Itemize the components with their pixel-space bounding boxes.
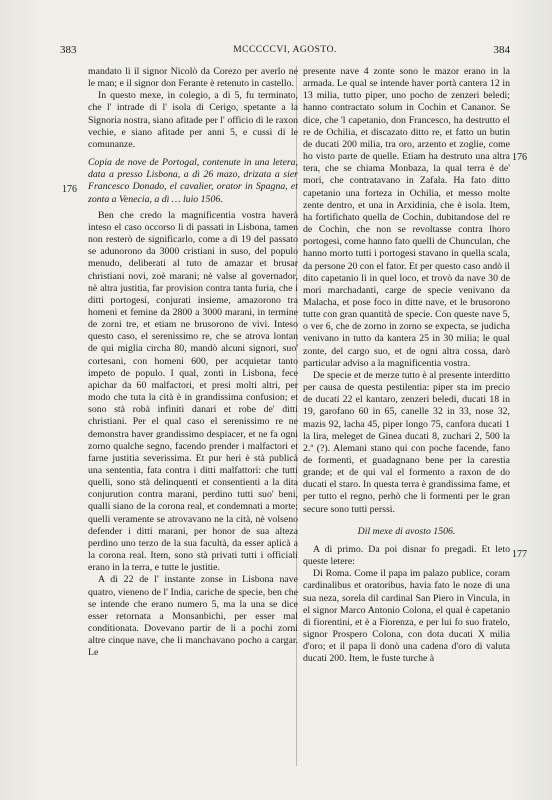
running-head: MCCCCCVI, AGOSTO. <box>233 45 337 55</box>
letter-title: Copia de nove de Portogal, contenute in una letera, data a presso Lisbona, a dì 26 mazo, drizata a sier Francesco Donado, el cavalier, orator in Spagna, et zonta a Venecia, a dì … luio 1506. <box>88 157 298 205</box>
paragraph: mandato li il signor Nicolò da Corezo per averlo ne le man; e il signor don Ferante è retenuto in castello. <box>88 66 298 90</box>
paragraph: Ben che credo la magnificentia vostra haverà inteso el caso occorso li di passati in Lisbona, tamen non resterò de significarlo, come a dì 19 del passato se adunorono da 3000 cristiani in suso, del populo menudo, deliberati al tuto de amazar et brusar christiani novi, zoè marani; nè valse al governador, nè altra justitia, far provision contra tanta furia, che i ditti portogesi, conjurati insieme, amazorono tra homeni et femine da 2800 a 3000 marani, in termine de zorni tre, et etiam ne brusorono de vivi. Inteso questo caso, el serenissimo re, che se atrova lontan de qui miglia circha 80, mandò alcuni signori, suo' cortesani, con homeni 600, per acquietar tanto impeto de populo. I qual, zonti in Lisbona, fece apichar da 60 malfactori, et presi molti altri, per modo che tuta la cità è in grandissima confusion; et sono stà robà infiniti danari et robe de' ditti christiani. Per el qual caso el serenissimo re ne demonstra haver grandissimo despiacer, et ne fa ogni zorno qualche segno, facendo prender i malfactori et farne justitia severissima. Et pur heri è stà publicà una sententia, fata contra i ditti malfattori: che tutti quelli, sono stà delinquenti et consentienti a la dita conjurution contra marani, perdino tutti suo' beni, qualli siano de la corona real, et condemnati a morte; quelli veramente se atrovavano ne la cità, nè volseno defender i ditti marani, per honor de sua alteza perdino uno terzo de la sua facultà, da esser aplicà a la corona real. Item, sono stà privati tutti i officiali erano in la terra, e tutte le justitie. <box>88 209 298 574</box>
page-number-left: 383 <box>60 44 77 56</box>
margin-number-176-left: 176 <box>62 184 77 195</box>
paragraph: In questo mexe, in colegio, a dì 5, fu terminato, che l' intrade di l' isola di Cerigo, spetante a la Signoria nostra, siano afitade per l' officio di le raxon vechie, e siano afitade per anni 5, e cussì di le comunanze. <box>88 90 298 150</box>
paragraph: A dì 22 de l' instante zonse in Lisbona nave quatro, vieneno de l' India, cariche de specie, ben che se intende che erano numero 5, ma la una se dice esser retornata a Monsanbichi, per esser mal conditionata. Dovevano partir de li a pochi zorni altre cinque nave, che li manchavano pocho a cargar. Le <box>88 574 298 659</box>
paragraph: Di Roma. Come il papa im palazo publice, coram cardinalibus et oratoribus, havia fato le noze di una sua neza, sorela dil cardinal San Piero in Vincula, in el signor Marco Antonio Colona, el qual è capetanio di fiorentini, et è a Fiorenza, e per lui fo suo fratelo, signor Prospero Colona, con dota ducati X milia d'oro; et il papa li donò una cadena d'oro di valuta ducati 200. Item, le fuste turche à <box>303 568 510 665</box>
right-column <box>303 66 510 666</box>
page-header <box>60 44 510 58</box>
margin-number-176-right: 176 <box>512 152 527 163</box>
paragraph: A dì primo. Da poi disnar fo pregadi. Et leto queste letere: <box>303 543 510 568</box>
left-column <box>88 66 298 660</box>
margin-number-177: 177 <box>512 549 527 560</box>
month-heading: Dil mexe di avosto 1506. <box>357 525 456 537</box>
paragraph: De specie et de merze tutto è al presente interditto per causa de questa pestilentia: piper sta im precio de ducati 22 el kantaro, zenzeri beledi, ducati 18 in 19, garofano 60 in 65, canelle 32 in 33, nose 32, mazis 92, lacha 45, piper longo 75, canfora ducati 1 la lira, meleget de Ginea ducati 8, zuchari 2, 500 la 2.ª (?). Alemani stano qui con poche facende, fano de formenti, et guadagnano bene per la carestia grande; et de qui val el formento a raxon de do ducati el staro. In questa terra è grandissima fame, et per tutto el regno, perhò che li formenti per le gran secure sono tutti perssi. <box>303 369 510 515</box>
page-number-right: 384 <box>493 44 510 56</box>
paragraph: presente nave 4 zonte sono le mazor erano in la armada. Le qual se intende haver portà cantera 12 in 13 milia, tutto piper, uno pocho de zenzeri beledi; hanno contractato solum in Cochin et Cananor. Se dice, che 'l capetanio, don Francesco, ha destrutto el re de Ochilia, et discazato ditto re, et fatto un butin de ducati 200 milia, tra oro, arzento et zoglie, come ho visto parte de quelle. Etiam ha destruto una altra tera, che se chiama Monbaza, la qual terra è de' mori, che contratavano in Zafala. Ha fato ditto capetanio una forteza in Ochilia, et messo molte zente dentro, et una in Arxidinia, che è isola. Item, ha fortifichato quella de Cochin, dubitandose del re de Cochin, che non se revoltasse contra lhoro portogesi, come hanno fato quelli de Chunculan, che hanno morto tutti i portogesi stavano in quella scala, da persone 20 con el fator. Et per questo caso andò il dito capetanio li in quel loco, et trovò da nave 30 de mori marchadanti, carge de specie venivano da Malacha, et pose foco in ditte nave, et le brusorono tutte con gran quantità de specie. Con queste nave 5, o ver 6, che de zorno in zorno se expecta, se judicha venivano in tutto da kantera 25 in 30 milia; le qual zonte, del cargo suo, et de ogni altra cossa, darò particular adviso a la magnificentia vostra. <box>303 66 510 369</box>
